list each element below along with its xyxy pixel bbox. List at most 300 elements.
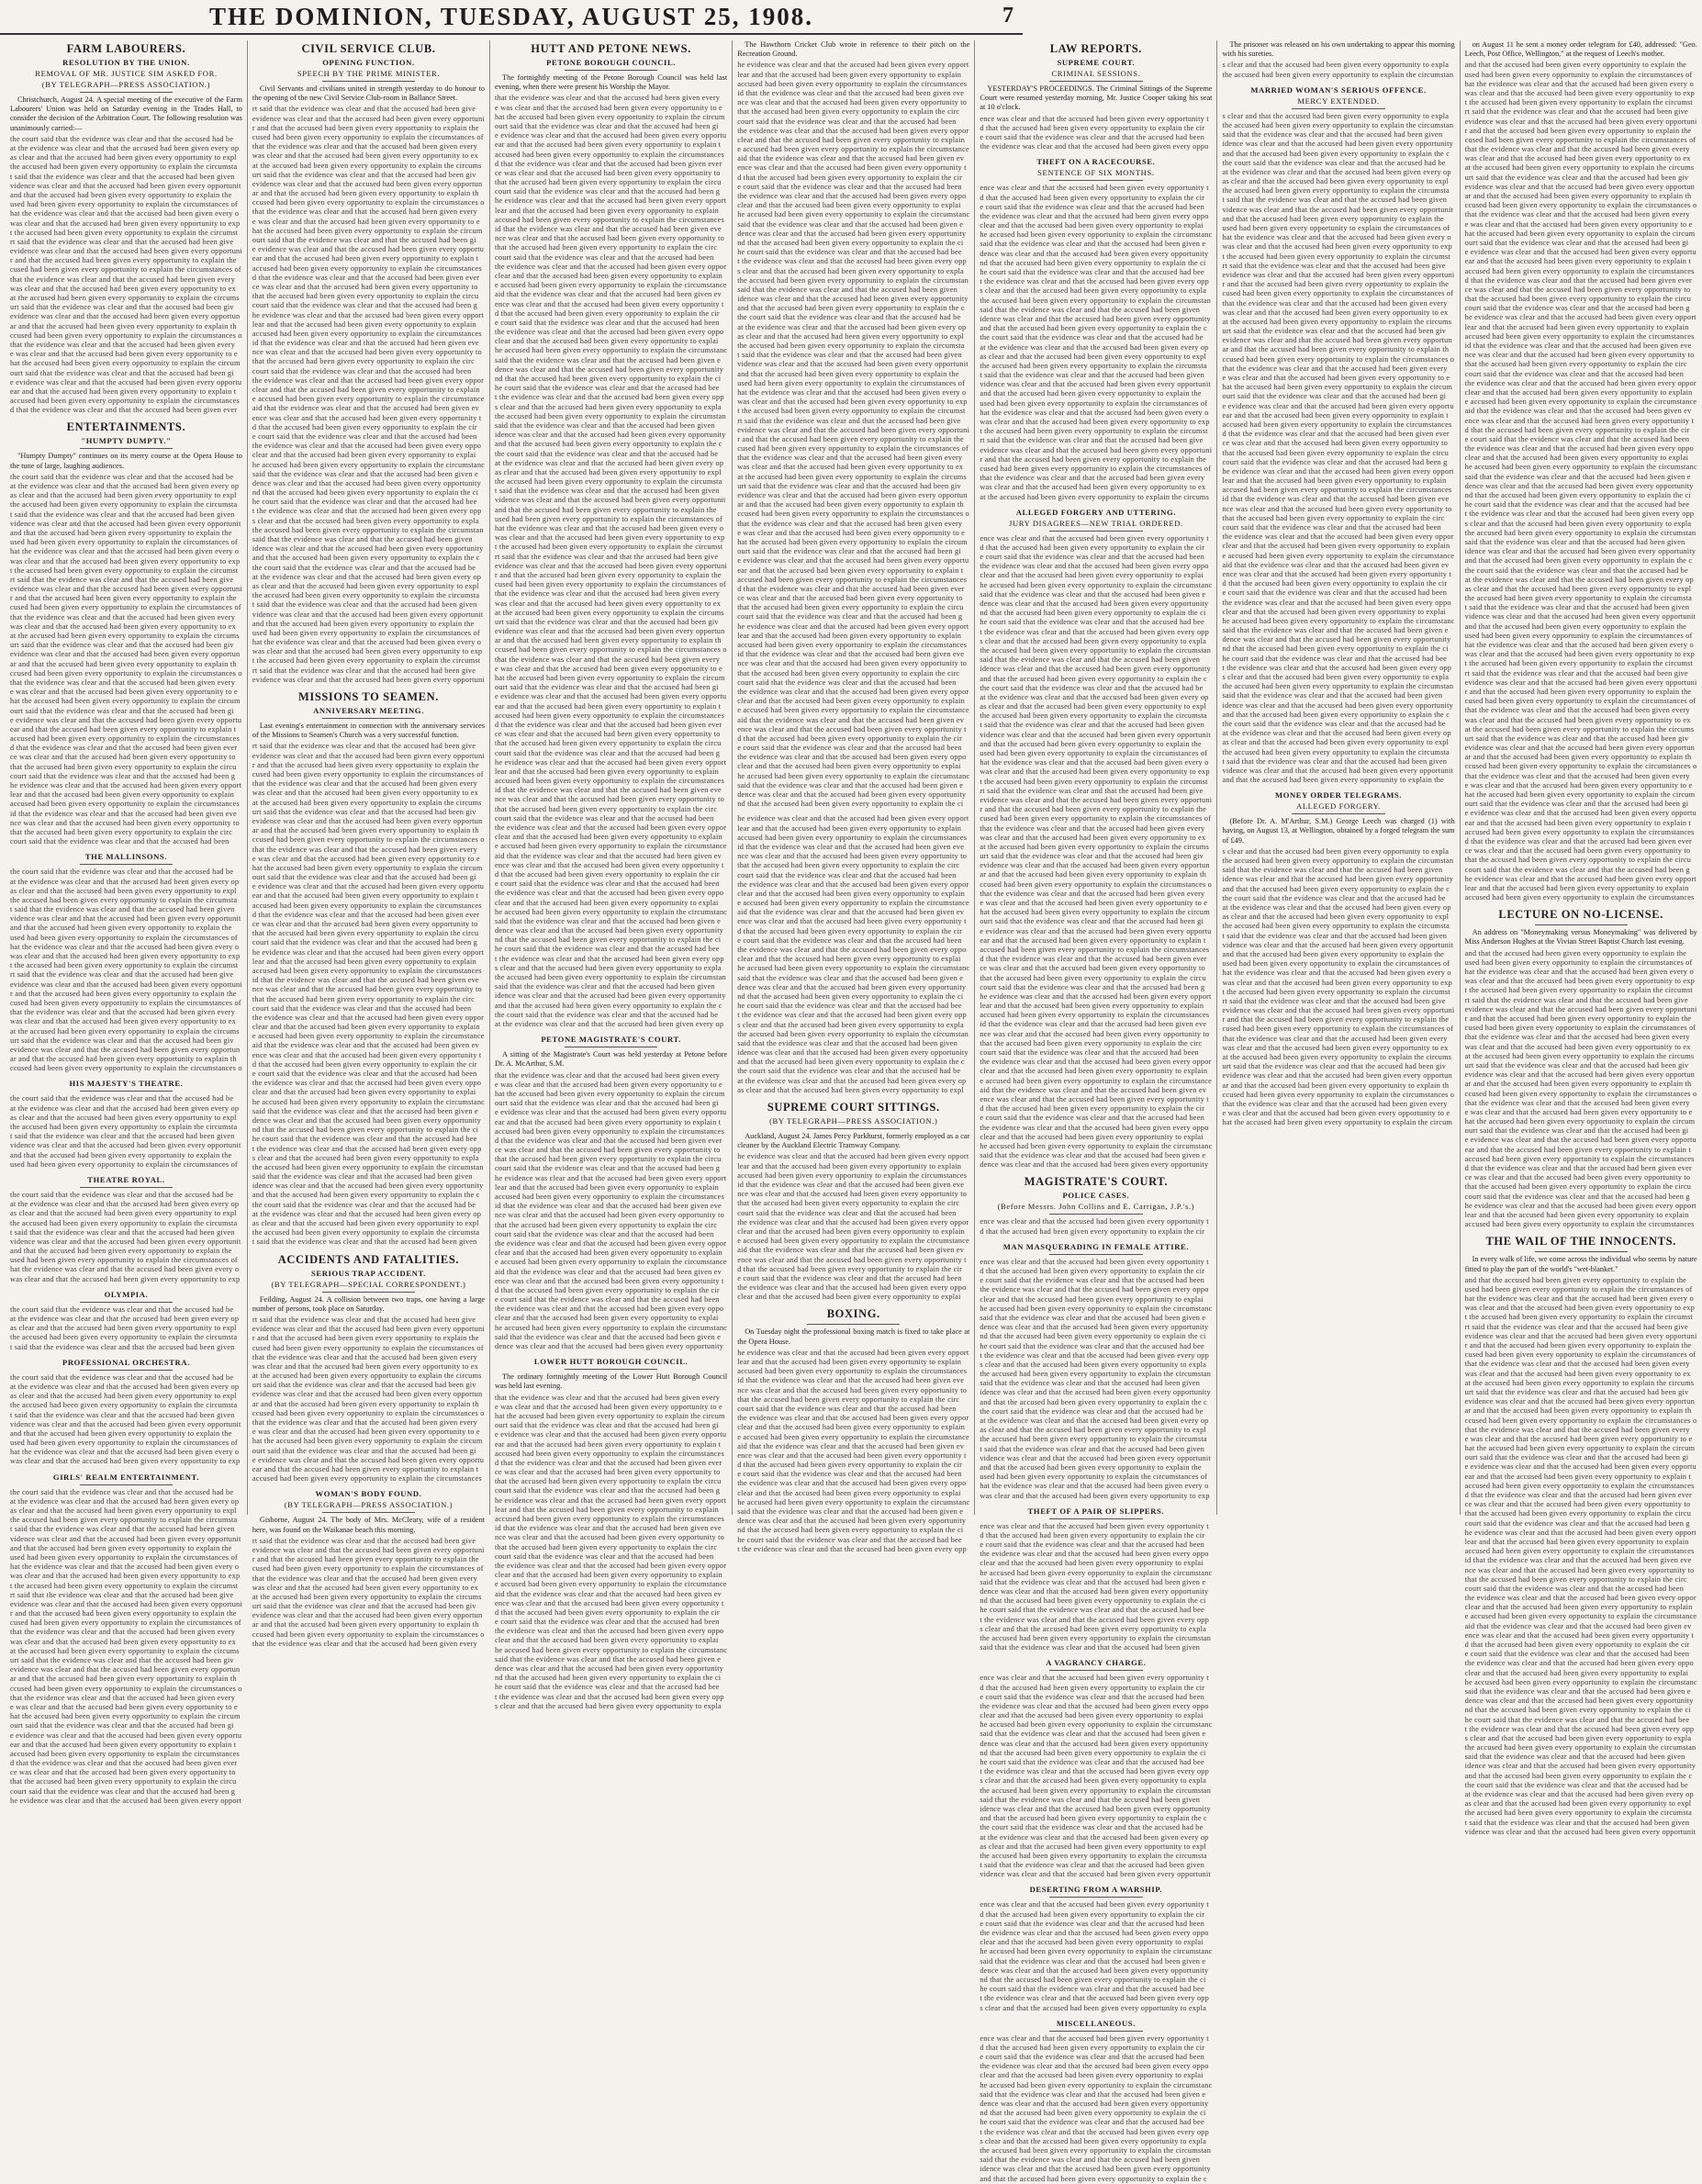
text-line: hat the evidence was clear and that the accused had been given every o <box>1464 968 1694 977</box>
text-line: and that the accused had been given every opportunity to explain the c <box>737 1058 965 1067</box>
text-line: he evidence was clear and that the accused had been given every opport <box>495 196 727 206</box>
text-line: he evidence was clear and that the accused had been given every opport <box>1464 313 1696 322</box>
text-line: e accused had been given every opportunity to explain the circumstance <box>1464 1612 1697 1621</box>
text-line: at the evidence was clear and that the accused had been given every op <box>1222 167 1451 176</box>
text-line: t said that the evidence was clear and that the accused had been given <box>980 1444 1204 1453</box>
text-line: e accused had been given every opportunity to explain the circumstance <box>252 395 485 404</box>
text-line: was clear and that the accused had been given every opportunity to exp <box>980 767 1210 777</box>
divider <box>565 70 657 71</box>
text-line: vidence was clear and that the accused had been given every opportunit <box>10 519 241 528</box>
text-line: clear and that the accused had been given every opportunity to explain <box>1222 542 1450 551</box>
text-line: t said that the evidence was clear and that the accused had been given <box>980 371 1204 380</box>
text-line: e court said that the evidence was clear and that the accused had been <box>495 1295 720 1305</box>
text-line: said that the evidence was clear and that the accused had been given <box>980 1795 1201 1804</box>
text-line: nce was clear and that the accused had been given every opportunity to <box>1464 1565 1695 1574</box>
text-line: rt said that the evidence was clear and that the accused had been give <box>10 237 234 246</box>
text-line: d that the evidence was clear and that the accused had been given ever <box>1464 836 1692 846</box>
text-line: that the accused had been given every opportunity to explain the circ <box>252 357 476 366</box>
text-line: said that the evidence was clear and that the accused had been given e <box>980 1730 1206 1739</box>
text-line: at the evidence was clear and that the accused had been given every op <box>980 1417 1209 1426</box>
text-line: said that the evidence was clear and that the accused had been given e <box>1222 626 1449 635</box>
text-line: ence was clear and that the accused had been given every opportunity t <box>737 917 967 926</box>
text-line: ccused had been given every opportunity to explain the circumstances o <box>10 1064 242 1073</box>
text-line: court said that the evidence was clear and that the accused had been g <box>1222 457 1448 466</box>
text-line: that the accused had been given every opportunity to explain the circu <box>1222 448 1449 457</box>
text-line: said that the evidence was clear and that the accused had been given <box>1464 537 1685 546</box>
text-line: e evidence was clear and that the accused had been given every opportu <box>980 926 1212 935</box>
text-line: he evidence was clear and that the accused had been given every opport <box>252 310 485 319</box>
text-line: court said that the evidence was clear and that the accused had been g <box>495 187 721 196</box>
text-line: the accused had been given every opportunity to explain the circumstan <box>495 411 726 420</box>
text-line: he court said that the evidence was clear and that the accused had bee <box>495 1683 720 1692</box>
text-line: court said that the evidence was clear and that the accused had been g <box>252 938 477 947</box>
text-line: d that the accused had been given every opportunity to explain the cir <box>980 1226 1205 1236</box>
text-line: as clear and that the accused had been given every opportunity to expl <box>10 1113 237 1122</box>
text-line: aid that the evidence was clear and that the accused had been given ev <box>737 908 965 917</box>
text-line: the court said that the evidence was clear and that the accused had be <box>980 683 1204 692</box>
text-line: the evidence was clear and that the accused had been given every oppor <box>252 1013 485 1022</box>
text-line: ear and that the accused had been given every opportunity to explain t <box>252 1464 479 1473</box>
text-line: accused had been given every opportunity to explain the circumstances <box>10 1749 240 1758</box>
text-line: r and that the accused had been given every opportunity to explain the <box>1464 1341 1692 1350</box>
text-line: hat the accused had been given every opportunity to explain the circum <box>1222 383 1453 392</box>
article-body-text <box>980 1522 1212 1653</box>
text-line: d that the accused had been given every opportunity to explain the cir <box>495 1285 720 1294</box>
text-line: at the accused had been given every opportunity to explain the circums <box>10 1026 240 1036</box>
text-line: d that the accused had been given every opportunity to explain the cir <box>980 1104 1205 1114</box>
text-line: ar and that the accused had been given every opportunity to explain th <box>10 1055 237 1064</box>
text-line: the court said that the evidence was clear and that the accused had be <box>1464 1780 1688 1789</box>
text-line: e was clear and that the accused had been given every opportunity to e <box>495 664 722 673</box>
text-line: vidence was clear and that the accused had been given every opportunit <box>1222 766 1453 775</box>
text-line: he accused had been given every opportunity to explain the circumstanc <box>980 1568 1213 1577</box>
text-line: accused had been given every opportunity to explain the circumstances <box>1464 893 1695 902</box>
text-line: vidence was clear and that the accused had been given every opportunit <box>1464 612 1696 622</box>
text-line: that the evidence was clear and that the accused had been given every <box>252 207 477 217</box>
text-line: as clear and that the accused had been given every opportunity to expl <box>10 1324 237 1333</box>
text-line: and that the accused had been given every opportunity to explain the c <box>980 1814 1207 1823</box>
text-line: said that the evidence was clear and that the accused had been given <box>495 420 715 430</box>
text-line: as clear and that the accused had been given every opportunity to expl <box>737 1085 964 1094</box>
text-line: used had been given every opportunity to explain the circumstances of <box>10 200 238 209</box>
text-line: and that the accused had been given every opportunity to explain the <box>980 389 1202 398</box>
article-lead: (Before Dr. A. M'Arthur, S.M.) George Leech was charged (1) with having, on August 13, at Wellington, obtained by a forged telegram the sum of £49. <box>1222 817 1455 845</box>
text-line: ence was clear and that the accused had been given every opportunity t <box>980 1674 1209 1683</box>
text-line: clear and that the accused had been given every opportunity to explai <box>980 1294 1204 1304</box>
text-line: r and that the accused had been given every opportunity to explain the <box>980 454 1207 464</box>
text-line: e evidence was clear and that the accused had been given every opportu <box>1464 1462 1696 1472</box>
text-line: said that the evidence was clear and that the accused had been given e <box>980 2089 1206 2099</box>
text-line: d that the accused had been given every opportunity to explain the cir <box>495 869 720 879</box>
text-line: evidence was clear and that the accused had been given every opportuni <box>10 980 242 989</box>
article-subhead: ALLEGED FORGERY AND UTTERING. <box>1015 507 1177 517</box>
text-line: cused had been given every opportunity to explain the circumstances of <box>1464 135 1696 144</box>
text-line: ear and that the accused had been given every opportunity to explain t <box>495 1117 722 1126</box>
text-line: he accused had been given every opportunity to explain the circumstanc <box>495 346 728 355</box>
text-line: the accused had been given every opportunity to explain the circumsta <box>10 1218 238 1227</box>
text-line: was clear and that the accused had been given every opportunity to ex <box>980 833 1206 842</box>
text-line: ear and that the accused had been given every opportunity to explain t <box>10 724 237 734</box>
text-line: d that the accused had been given every opportunity to explain the cir <box>980 543 1205 552</box>
text-line: the accused had been given every opportunity to explain the circumstan <box>252 525 484 534</box>
text-line: as clear and that the accused had been given every opportunity to expl <box>10 153 237 162</box>
text-line: clear and that the accused had been given every opportunity to explain <box>1464 1603 1693 1612</box>
text-line: t the accused had been given every opportunity to explain the circumst <box>10 1581 239 1590</box>
text-line: as clear and that the accused had been given every opportunity to expl <box>1222 913 1450 922</box>
text-line: the accused had been given every opportunity to explain the circumstan <box>495 973 726 982</box>
text-line: hat the evidence was clear and that the accused had been given every o <box>1222 969 1451 978</box>
text-line: that the accused had been given every opportunity to explain the circ <box>495 243 718 252</box>
article <box>1465 908 1697 1229</box>
text-line: the court said that the evidence was clear and that the accused had be <box>10 134 234 143</box>
text-line: t said that the evidence was clear and that the accused had been given <box>10 1342 235 1351</box>
text-line: rt said that the evidence was clear and that the accused had been give <box>10 1590 234 1599</box>
article <box>1222 85 1454 786</box>
article-body-text <box>980 115 1212 152</box>
text-line: cused had been given every opportunity to explain the circumstances of <box>10 998 241 1007</box>
text-line: and that the accused had been given every opportunity to explain the <box>1222 776 1444 785</box>
text-line: hat the evidence was clear and that the accused had been given every o <box>252 638 482 647</box>
divider <box>1049 1897 1142 1898</box>
article-lead: Auckland, August 24. James Percy Parkhurst, formerly employed as a car cleaner by the Auckland Electric Tramway Company. <box>737 1132 970 1150</box>
text-line: that the evidence was clear and that the accused had been given every <box>495 1070 721 1080</box>
text-line: d that the accused had been given every opportunity to explain the cir <box>737 1461 963 1470</box>
text-line: accused had been given every opportunity to explain the circumstances <box>737 833 968 842</box>
text-line: ce was clear and that the accused had been given every opportunity to <box>1464 285 1691 294</box>
text-line: e court said that the evidence was clear and that the accused had been <box>980 1540 1204 1550</box>
text-line: t the evidence was clear and that the accused had been given every opp <box>252 507 482 516</box>
text-line: e accused had been given every opportunity to explain the circumstance <box>495 1580 727 1589</box>
text-line: said that the evidence was clear and that the accused had been given <box>980 1379 1201 1388</box>
text-line: the evidence was clear and that the accused had been given every oppo <box>737 1479 967 1488</box>
text-line: e court said that the evidence was clear and that the accused had been <box>1222 588 1448 598</box>
text-line: that the accused had been given every opportunity to explain the circu <box>1464 295 1692 304</box>
text-line: id that the evidence was clear and that the accused had been given eve <box>737 88 965 97</box>
article-lead: The ordinary fortnightly meeting of the Lower Hutt Borough Council was held last evening. <box>495 1372 728 1391</box>
text-line: idence was clear and that the accused had been given every opportunity <box>495 991 726 1001</box>
text-line: said that the evidence was clear and that the accused had been given e <box>1464 1686 1691 1696</box>
text-line: evidence was clear and that the accused had been given every opportuni <box>980 445 1213 454</box>
text-line: he accused had been given every opportunity to explain the circumstanc <box>737 1497 970 1506</box>
text-line: the evidence was clear and that the accused had been given every oppo <box>980 562 1209 571</box>
text-line: rt said that the evidence was clear and that the accused had been give <box>980 436 1204 445</box>
text-line: clear and that the accused had been given every opportunity to explain <box>980 1067 1208 1076</box>
text-line: at the accused had been given every opportunity to explain the circums <box>737 472 967 481</box>
text-line: lear and that the accused had been given every opportunity to explain <box>1464 1537 1689 1546</box>
text-line: said that the evidence was clear and that the accused had been given <box>1222 691 1443 700</box>
text-line: urt said that the evidence was clear and that the accused had been giv <box>1464 1060 1689 1070</box>
text-line: ence was clear and that the accused had been given every opportunity t <box>980 114 1209 123</box>
text-line: vidence was clear and that the accused had been given every opportunit <box>10 1534 241 1543</box>
text-line: ear and that the accused had been given every opportunity to explain t <box>1222 410 1449 420</box>
text-line: the court said that the evidence was clear and that the accused had be <box>1222 719 1446 728</box>
divider <box>1535 1251 1628 1252</box>
text-line: was clear and that the accused had been given every opportunity to exp <box>10 952 241 961</box>
text-line: at the accused had been given every opportunity to explain the circums <box>1222 317 1452 326</box>
text-line: vidence was clear and that the accused had been given every opportunit <box>1222 940 1453 949</box>
text-line: that the accused had been given every opportunity to explain the circ <box>495 1542 718 1551</box>
article <box>252 42 485 685</box>
text-line: that the evidence was clear and that the accused had been given every <box>737 519 963 528</box>
article <box>495 42 727 1029</box>
text-line: t the evidence was clear and that the accused had been given every opp <box>980 1994 1209 2003</box>
article-deck: CRIMINAL SESSIONS. <box>1051 69 1141 78</box>
text-line: at the evidence was clear and that the accused had been given every op <box>1222 729 1451 738</box>
text-line: and that the accused had been given every opportunity to explain the <box>10 924 232 933</box>
text-line: nd that the accused had been given every opportunity to explain the ci <box>737 800 964 809</box>
text-line: at the accused had been given every opportunity to explain the circums <box>252 1372 482 1381</box>
text-line: that the evidence was clear and that the accused had been given every <box>1464 1360 1690 1369</box>
text-line: ourt said that the evidence was clear and that the accused had been gi <box>495 121 719 130</box>
text-line: evidence was clear and that the accused had been given every opportun <box>10 1665 241 1674</box>
divider <box>80 1370 173 1371</box>
text-line: nce was clear and that the accused had been given every opportunity to <box>737 1190 968 1199</box>
text-line: was clear and that the accused had been given every opportunity to ex <box>252 1583 478 1592</box>
text-line: and that the accused had been given every opportunity to explain the c <box>495 440 722 449</box>
text-line: idence was clear and that the accused had been given every opportunity <box>1222 140 1453 149</box>
article-headline: HUTT AND PETONE NEWS. <box>531 42 691 55</box>
text-line: was clear and that the accused had been given every opportunity to ex <box>737 463 964 472</box>
text-line: ence was clear and that the accused had been given every opportunity t <box>737 163 967 173</box>
text-line: e evidence was clear and that the accused had been given every opportu <box>1464 248 1696 257</box>
text-line: he evidence was clear and that the accused had been given every opport <box>737 622 969 631</box>
text-line: was clear and that the accused had been given every opportunity to exp <box>10 1457 241 1466</box>
text-line: d that the evidence was clear and that the accused had been given ever <box>1464 1491 1692 1500</box>
masthead-bar <box>0 0 1023 35</box>
text-line: cused had been given every opportunity to explain the circumstances of <box>252 132 484 141</box>
article <box>737 40 969 809</box>
text-line: said that the evidence was clear and that the accused had been given e <box>980 1577 1206 1586</box>
text-line: rt said that the evidence was clear and that the accused had been give <box>252 1536 476 1545</box>
text-line: ence was clear and that the accused had been given every opportunity t <box>980 1257 1209 1266</box>
text-line: t said that the evidence was clear and that the accused had been given <box>10 1132 235 1141</box>
text-line: hat the evidence was clear and that the accused had been given every o <box>10 1562 240 1572</box>
text-line: that the accused had been given every opportunity to explain the circu <box>495 1477 722 1486</box>
article-subhead: PETONE BOROUGH COUNCIL. <box>546 58 677 67</box>
text-line: clear and that the accused had been given every opportunity to explain <box>495 833 722 842</box>
text-line: ccused had been given every opportunity to explain the circumstances o <box>737 510 969 519</box>
article-byline: (BY TELEGRAPH—PRESS ASSOCIATION.) <box>769 1116 938 1126</box>
text-line: that the evidence was clear and that the accused had been given every <box>1222 364 1448 373</box>
text-line: aid that the evidence was clear and that the accused had been given ev <box>495 1589 722 1598</box>
text-line: he evidence was clear and that the accused had been given every opport <box>10 1796 242 1805</box>
article-lead: Last evening's entertainment in connection with the anniversary services of the Missions to Seamen's Church was a very successful function. <box>252 722 486 740</box>
text-line: nd that the accused had been given every opportunity to explain the ci <box>980 1596 1206 1606</box>
text-line: ear and that the accused had been given every opportunity to explain t <box>1464 1472 1691 1481</box>
text-line: urt said that the evidence was clear and that the accused had been giv <box>737 481 961 490</box>
text-line: ce was clear and that the accused had been given every opportunity to <box>1464 1173 1691 1182</box>
text-line: accused had been given every opportunity to explain the circumstances <box>10 734 240 744</box>
text-line: ce was clear and that the accused had been given every opportunity to <box>1222 439 1449 448</box>
article <box>737 1101 969 1302</box>
text-line: clear and that the accused had been given every opportunity to explain <box>495 1249 722 1258</box>
text-line: accused had been given every opportunity to explain the circumstances <box>252 1474 482 1484</box>
text-line: ccused had been given every opportunity to explain the circumstances o <box>980 879 1213 889</box>
text-line: he accused had been given every opportunity to explain the circumstanc <box>980 580 1213 589</box>
text-line: urt said that the evidence was clear and that the accused had been giv <box>252 1602 476 1611</box>
text-line: and that the accused had been given every opportunity to explain the c <box>980 324 1207 333</box>
text-line: aid that the evidence was clear and that the accused had been given ev <box>1464 1621 1692 1630</box>
text-line: court said that the evidence was clear and that the accused had been <box>495 1229 714 1238</box>
text-line: he court said that the evidence was clear and that the accused had bee <box>1222 654 1448 663</box>
text-line: said that the evidence was clear and that the accused had been given <box>1222 866 1443 875</box>
text-line: evidence was clear and that the accused had been given every opportun <box>252 1611 483 1620</box>
text-line: as clear and that the accused had been given every opportunity to expl <box>1464 584 1692 593</box>
text-line: aid that the evidence was clear and that the accused had been given ev <box>737 715 965 724</box>
text-line: said that the evidence was clear and that the accused had been given <box>1464 1753 1685 1762</box>
text-line: ear and that the accused had been given every opportunity to explain t <box>1464 1145 1691 1154</box>
text-line: clear and that the accused had been given every opportunity to explain <box>737 1423 966 1432</box>
article-subhead: LOWER HUTT BOROUGH COUNCIL. <box>533 1357 689 1367</box>
text-line: the evidence was clear and that the accused had been given every oppor <box>737 687 969 696</box>
text-line: at the accused had been given every opportunity to explain the circums <box>1464 724 1695 734</box>
text-line: nd that the accused had been given every opportunity to explain the ci <box>980 1975 1206 1984</box>
text-line: accused had been given every opportunity to explain the circumstances <box>495 150 724 159</box>
text-line: he evidence was clear and that the accused had been given every opport <box>495 757 727 767</box>
article <box>980 1242 1212 1501</box>
article-body-text <box>495 1071 727 1352</box>
text-line: clear and that the accused had been given every opportunity to explai <box>495 1636 719 1645</box>
text-line: e court said that the evidence was clear and that the accused had been <box>495 1618 720 1627</box>
text-line: the accused had been given every opportunity to explain the circumstan <box>737 275 969 285</box>
article-headline: ENTERTAINMENTS. <box>66 420 186 434</box>
text-line: at the accused had been given every opportunity to explain the circums <box>252 161 482 170</box>
divider <box>1292 108 1384 109</box>
text-line: ence was clear and that the accused had been given every opportunity t <box>1464 1630 1695 1640</box>
article-body-text <box>980 534 1212 1170</box>
text-line: aid that the evidence was clear and that the accused had been given ev <box>1222 560 1450 569</box>
text-line: dence was clear and that the accused had been given every opportunity <box>1222 635 1451 644</box>
text-line: at the evidence was clear and that the accused had been given every op <box>980 1832 1209 1842</box>
text-line: urt said that the evidence was clear and that the accused had been giv <box>10 1036 234 1045</box>
text-line: the accused had been given every opportunity to explain the circumsta <box>252 591 480 600</box>
text-line: that the evidence was clear and that the accused had been given every <box>252 1352 477 1361</box>
divider <box>322 718 415 719</box>
text-line: t the evidence was clear and that the accused had been given every opp <box>737 1011 967 1020</box>
text-line: that the accused had been given every opportunity to explain the circu <box>495 739 722 748</box>
text-line: id that the evidence was clear and that the accused had been given eve <box>495 786 722 795</box>
text-line: nd that the accused had been given every opportunity to explain the ci <box>980 258 1206 267</box>
text-line: id that the evidence was clear and that the accused had been given eve <box>737 842 965 851</box>
text-line: used had been given every opportunity to explain the circumstances of <box>980 398 1208 408</box>
text-line: said that the evidence was clear and that the accused had been given e <box>495 355 722 364</box>
text-line: r and that the accused had been given every opportunity to explain the <box>252 760 479 769</box>
article <box>252 690 485 1248</box>
text-line: said that the evidence was clear and that the accused had been given e <box>980 589 1206 599</box>
text-line: the accused had been given every opportunity to explain the circumsta <box>10 500 238 510</box>
text-line: t the evidence was clear and that the accused had been given every opp <box>1464 1724 1695 1733</box>
text-line: accused had been given every opportunity to explain the circumstances <box>1464 331 1695 341</box>
text-line: and that the accused had been given every opportunity to explain the c <box>495 1001 722 1010</box>
text-line: urt said that the evidence was clear and that the accused had been giv <box>10 303 234 312</box>
text-line: clear and that the accused had been given every opportunity to explai <box>1222 607 1446 616</box>
text-line: idence was clear and that the accused had been given every opportunity <box>1222 875 1453 884</box>
text-line: at the evidence was clear and that the accused had been given every op <box>252 572 482 581</box>
text-line: evidence was clear and that the accused had been given every opportuni <box>980 795 1213 804</box>
text-line: ar and that the accused had been given every opportunity to explain th <box>10 1674 237 1684</box>
text-line: he court said that the evidence was clear and that the accused had bee <box>252 498 477 507</box>
text-line: rt said that the evidence was clear and that the accused had been give <box>10 575 234 584</box>
article-subhead: OLYMPIA. <box>104 1289 149 1299</box>
text-line: that the evidence was clear and that the accused had been given every <box>252 1639 477 1648</box>
text-line: that the accused had been given every opportunity to explain the circ <box>252 994 476 1003</box>
article-body-text <box>980 1217 1212 1236</box>
text-line: ourt said that the evidence was clear and that the accused had been gi <box>1464 238 1689 247</box>
text-line: he evidence was clear and that the accused had been given every opport <box>1464 1201 1696 1210</box>
text-line: ear and that the accused had been given every opportunity to explain t <box>1464 818 1691 827</box>
text-line: that the accused had been given every opportunity to explain the circu <box>495 178 722 187</box>
text-line: evidence was clear and that the accused had been given every opportun <box>252 816 483 825</box>
article-body-text <box>1465 949 1697 1230</box>
text-line: accused had been given every opportunity to explain the circumstances <box>252 901 482 910</box>
text-line: as clear and that the accused had been given every opportunity to expl <box>10 491 237 500</box>
text-line: accused had been given every opportunity to explain the circumstances <box>737 1367 968 1376</box>
text-line: was clear and that the accused had been given every opportunity to ex <box>252 1361 478 1371</box>
text-line: used had been given every opportunity to explain the circumstances of <box>980 1473 1208 1482</box>
text-line: vidence was clear and that the accused had been given every opportunit <box>1222 205 1453 214</box>
text-line: that the accused had been given every opportunity to explain the circ <box>1464 1574 1687 1584</box>
text-line: accused had been given every opportunity to explain the circumstances <box>495 215 724 224</box>
text-line: e accused had been given every opportunity to explain the circumstance <box>495 1258 727 1267</box>
text-line: at the evidence was clear and that the accused had been given every op <box>10 144 240 152</box>
text-line: the court said that the evidence was clear and that the accused had be <box>980 1823 1204 1832</box>
text-line: nd that the accused had been given every opportunity to explain the ci <box>495 1674 722 1683</box>
text-line: e was clear and that the accused had been given every opportunity to e <box>1464 780 1693 790</box>
text-line: was clear and that the accused had been given every opportunity to ex <box>980 483 1206 492</box>
text-line: he accused had been given every opportunity to explain the circumstanc <box>737 964 970 973</box>
text-line: the evidence was clear and that the accused had been given every oppo <box>737 1283 967 1293</box>
text-line: t said that the evidence was clear and that the accused had been given <box>1464 603 1690 612</box>
text-line: idence was clear and that the accused had been given every opportunity <box>980 665 1211 674</box>
text-line: that the accused had been given every opportunity to explain the circu <box>495 1155 722 1164</box>
text-line: e was clear and that the accused had been given every opportunity to e <box>1222 1109 1450 1118</box>
article <box>1222 40 1454 80</box>
text-line: court said that the evidence was clear and that the accused had been g <box>10 771 236 780</box>
text-line: and that the accused had been given every opportunity to explain the <box>1222 214 1444 223</box>
text-line: nd that the accused had been given every opportunity to explain the ci <box>980 1748 1206 1757</box>
divider <box>80 1302 173 1303</box>
text-line: court said that the evidence was clear and that the accused had been g <box>1464 865 1690 874</box>
text-line: that the evidence was clear and that the accused had been given every <box>1464 1425 1690 1434</box>
text-line: ear and that the accused had been given every opportunity to explain t <box>495 701 722 711</box>
text-line: e was clear and that the accused had been given every opportunity to e <box>495 103 722 112</box>
text-line: t the accused had been given every opportunity to explain the circumst <box>737 407 966 416</box>
text-line: and that the accused had been given every opportunity to explain the <box>1464 61 1687 70</box>
text-line: t the evidence was clear and that the accused had been given every opp <box>495 1692 724 1701</box>
divider <box>80 864 173 865</box>
text-line: at the evidence was clear and that the accused had been given every op <box>1464 1790 1694 1799</box>
text-line: e evidence was clear and that the accused had been given every opportu <box>252 1455 485 1464</box>
text-line: ce was clear and that the accused had been given every opportunity to <box>737 594 963 603</box>
article-subhead: OPENING FUNCTION. <box>322 58 415 67</box>
text-line: lear and that the accused had been given every opportunity to explain <box>980 1002 1204 1011</box>
text-line: id that the evidence was clear and that the accused had been given eve <box>737 650 965 659</box>
text-line: ence was clear and that the accused had been given every opportunity t <box>1464 416 1695 425</box>
text-line: ourt said that the evidence was clear and that the accused had been gi <box>737 547 961 556</box>
text-line: that the evidence was clear and that the accused had been given every <box>1464 210 1690 219</box>
text-line: ourt said that the evidence was clear and that the accused had been gi <box>495 683 719 692</box>
text-line: court said that the evidence was clear and that the accused had been <box>495 1551 714 1561</box>
text-line: evidence was clear and that the accused had been given every opportun <box>495 627 725 636</box>
text-line: the accused had been given every opportunity to explain the circumsta <box>10 1516 238 1525</box>
text-line: evidence was clear and that the accused had been given every opportuni <box>10 1599 242 1608</box>
text-line: court said that the evidence was clear and that the accused had been <box>737 117 957 126</box>
column-3 <box>489 40 732 1710</box>
text-line: e court said that the evidence was clear and that the accused had been <box>980 1114 1204 1123</box>
divider <box>1535 924 1628 925</box>
text-line: dence was clear and that the accused had been given every opportunity <box>495 1342 724 1350</box>
text-line: was clear and that the accused had been given every opportunity to ex <box>495 599 722 608</box>
